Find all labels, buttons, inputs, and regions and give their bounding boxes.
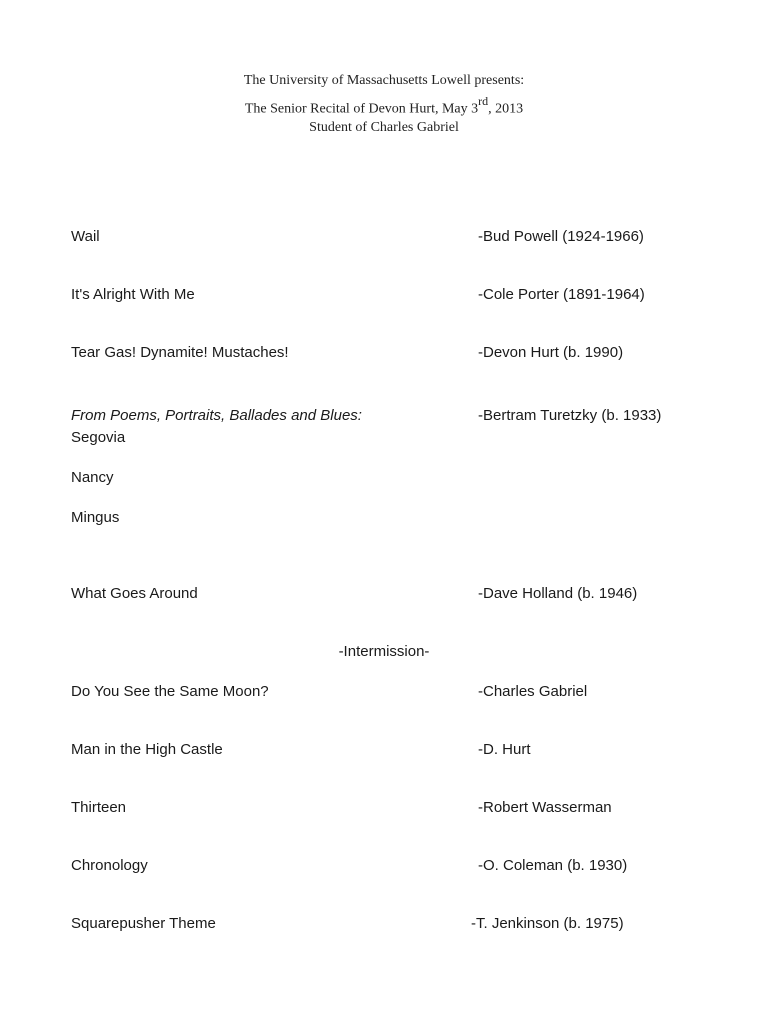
suite-movement: Segovia — [71, 429, 126, 446]
piece-composer: -Dave Holland (b. 1946) — [478, 585, 638, 602]
suite-composer: -Bertram Turetzky (b. 1933) — [478, 407, 662, 424]
piece-composer: -O. Coleman (b. 1930) — [478, 857, 628, 874]
piece-composer: -Robert Wasserman — [478, 799, 612, 816]
header-presents: The University of Massachusetts Lowell presents: — [243, 73, 525, 88]
intermission-label: -Intermission- — [338, 643, 430, 660]
header-recital-title — [0, 96, 768, 118]
piece-composer: -Charles Gabriel — [478, 683, 588, 700]
piece-composer: -D. Hurt — [478, 741, 531, 758]
header-recital-text: The Senior Recital of Devon Hurt, May 3 — [244, 101, 479, 117]
suite-movement: Nancy — [71, 469, 114, 486]
piece-composer: -Bud Powell (1924-1966) — [478, 228, 644, 245]
piece-composer: -Cole Porter (1891-1964) — [478, 286, 645, 303]
piece-title: Squarepusher Theme — [71, 915, 216, 932]
piece-composer: -T. Jenkinson (b. 1975) — [471, 915, 624, 932]
header-teacher: Student of Charles Gabriel — [309, 120, 459, 135]
piece-title: Thirteen — [71, 799, 127, 816]
suite-movement: Mingus — [71, 509, 120, 526]
piece-title: Chronology — [71, 857, 148, 874]
header-year: , 2013 — [488, 101, 524, 117]
piece-title: Man in the High Castle — [71, 741, 223, 758]
piece-title: Do You See the Same Moon? — [71, 683, 269, 700]
piece-title: It's Alright With Me — [71, 286, 195, 303]
header-date-suffix: rd — [478, 94, 489, 108]
suite-title: From Poems, Portraits, Ballades and Blues: — [71, 407, 362, 424]
piece-composer: -Devon Hurt (b. 1990) — [478, 344, 624, 361]
piece-title: What Goes Around — [71, 585, 198, 602]
piece-title: Wail — [71, 228, 100, 245]
piece-title: Tear Gas! Dynamite! Mustaches! — [71, 344, 289, 361]
